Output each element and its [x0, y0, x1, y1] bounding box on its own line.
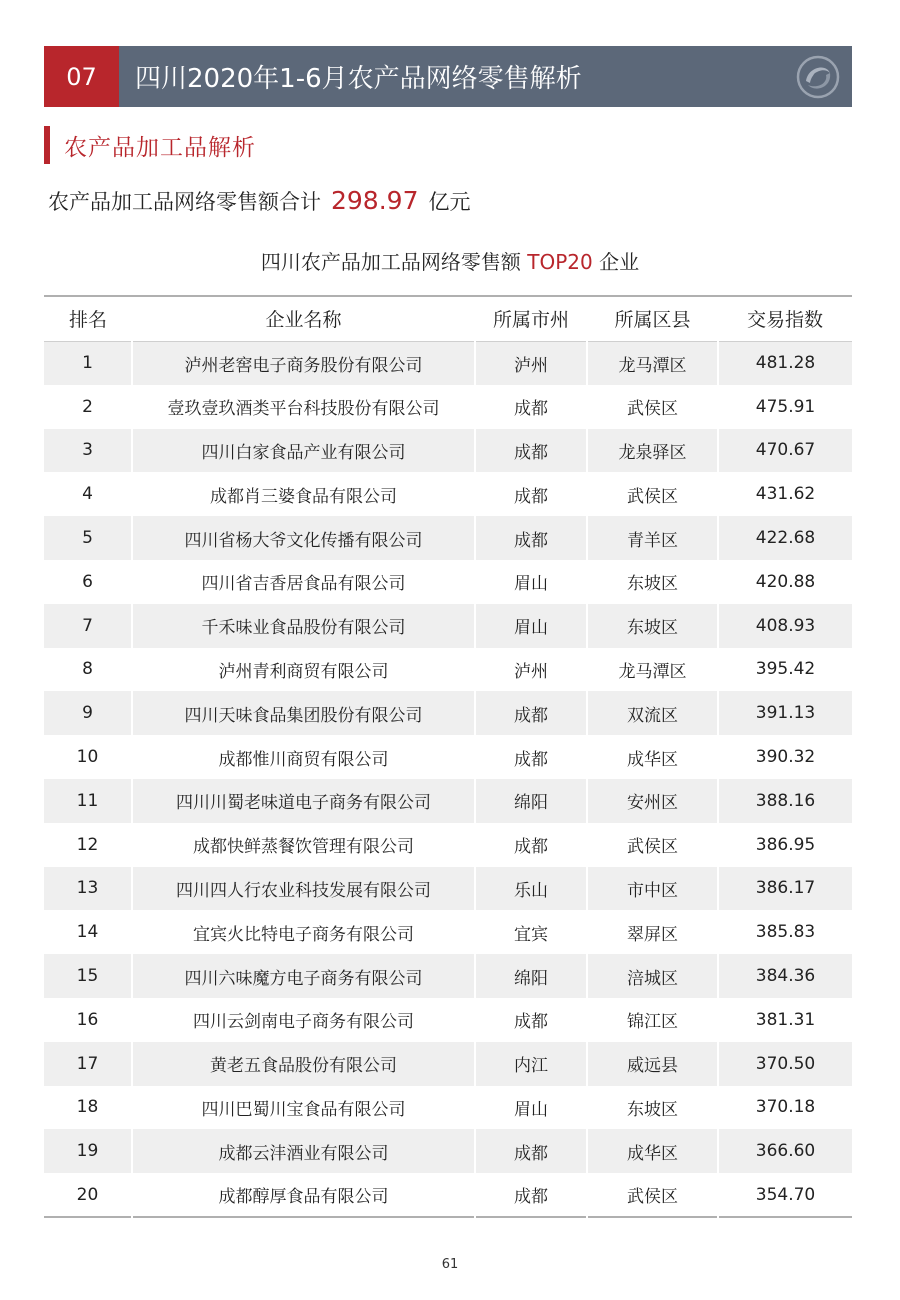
table-title-highlight: TOP20 [527, 250, 593, 274]
city-cell: 成都 [475, 735, 587, 779]
trade-index-cell: 386.95 [718, 823, 852, 867]
district-cell: 成华区 [587, 735, 718, 779]
city-cell: 成都 [475, 429, 587, 473]
district-cell: 涪城区 [587, 954, 718, 998]
city-cell: 眉山 [475, 604, 587, 648]
trade-index-cell: 386.17 [718, 867, 852, 911]
trade-index-cell: 370.50 [718, 1042, 852, 1086]
rank-cell: 14 [44, 910, 132, 954]
column-header-district: 所属区县 [587, 296, 718, 341]
table-row [44, 735, 852, 779]
table-row [44, 341, 852, 385]
rank-cell: 12 [44, 823, 132, 867]
rank-cell: 18 [44, 1086, 132, 1130]
district-cell: 龙泉驿区 [587, 429, 718, 473]
company-name-cell: 成都醇厚食品有限公司 [132, 1173, 475, 1217]
rank-cell: 17 [44, 1042, 132, 1086]
table-title [0, 246, 900, 275]
company-name-cell: 四川川蜀老味道电子商务有限公司 [132, 779, 475, 823]
city-cell: 成都 [475, 472, 587, 516]
table-row [44, 648, 852, 692]
company-name-cell: 宜宾火比特电子商务有限公司 [132, 910, 475, 954]
table-row [44, 954, 852, 998]
rank-cell: 15 [44, 954, 132, 998]
trade-index-cell: 354.70 [718, 1173, 852, 1217]
rank-cell: 13 [44, 867, 132, 911]
district-cell: 双流区 [587, 691, 718, 735]
city-cell: 内江 [475, 1042, 587, 1086]
company-name-cell: 黄老五食品股份有限公司 [132, 1042, 475, 1086]
city-cell: 成都 [475, 998, 587, 1042]
company-name-cell: 成都快鲜蒸餐饮管理有限公司 [132, 823, 475, 867]
company-name-cell: 四川天味食品集团股份有限公司 [132, 691, 475, 735]
chapter-title [119, 46, 852, 107]
trade-index-cell: 395.42 [718, 648, 852, 692]
city-cell: 绵阳 [475, 954, 587, 998]
rank-cell: 10 [44, 735, 132, 779]
rank-cell: 19 [44, 1129, 132, 1173]
page-number: 61 [441, 1257, 459, 1272]
district-cell: 东坡区 [587, 1086, 718, 1130]
city-cell: 泸州 [475, 341, 587, 385]
district-cell: 威远县 [587, 1042, 718, 1086]
city-cell: 泸州 [475, 648, 587, 692]
table-row [44, 604, 852, 648]
district-cell: 武侯区 [587, 385, 718, 429]
trade-index-cell: 388.16 [718, 779, 852, 823]
district-cell: 东坡区 [587, 604, 718, 648]
table-row [44, 867, 852, 911]
city-cell: 乐山 [475, 867, 587, 911]
section-heading [44, 126, 256, 164]
company-name-cell: 四川云剑南电子商务有限公司 [132, 998, 475, 1042]
company-name-cell: 成都肖三婆食品有限公司 [132, 472, 475, 516]
table-row [44, 1129, 852, 1173]
district-cell: 成华区 [587, 1129, 718, 1173]
trade-index-cell: 366.60 [718, 1129, 852, 1173]
company-name-cell: 四川白家食品产业有限公司 [132, 429, 475, 473]
district-cell: 锦江区 [587, 998, 718, 1042]
column-header-index: 交易指数 [718, 296, 852, 341]
trade-index-cell: 381.31 [718, 998, 852, 1042]
company-name-cell: 四川四人行农业科技发展有限公司 [132, 867, 475, 911]
trade-index-cell: 408.93 [718, 604, 852, 648]
city-cell: 成都 [475, 1129, 587, 1173]
company-name-cell: 泸州青利商贸有限公司 [132, 648, 475, 692]
table-header-row [44, 296, 852, 341]
rank-cell: 3 [44, 429, 132, 473]
column-header-company: 企业名称 [132, 296, 475, 341]
city-cell: 成都 [475, 1173, 587, 1217]
city-cell: 成都 [475, 385, 587, 429]
summary-value: 298.97 [331, 186, 419, 215]
section-title: 农产品加工品解析 [64, 134, 256, 161]
city-cell: 成都 [475, 516, 587, 560]
trade-index-cell: 370.18 [718, 1086, 852, 1130]
summary-label: 农产品加工品网络零售额合计 [48, 190, 321, 214]
table-row [44, 1042, 852, 1086]
ranking-table [44, 295, 852, 1218]
company-name-cell: 四川巴蜀川宝食品有限公司 [132, 1086, 475, 1130]
column-header-rank: 排名 [44, 296, 132, 341]
table-row [44, 1173, 852, 1217]
trade-index-cell: 390.32 [718, 735, 852, 779]
table-row [44, 998, 852, 1042]
rank-cell: 6 [44, 560, 132, 604]
city-cell: 宜宾 [475, 910, 587, 954]
company-name-cell: 壹玖壹玖酒类平台科技股份有限公司 [132, 385, 475, 429]
rank-cell: 1 [44, 341, 132, 385]
district-cell: 龙马潭区 [587, 341, 718, 385]
table-row [44, 385, 852, 429]
table-row [44, 691, 852, 735]
company-name-cell: 成都惟川商贸有限公司 [132, 735, 475, 779]
district-cell: 武侯区 [587, 1173, 718, 1217]
district-cell: 安州区 [587, 779, 718, 823]
district-cell: 翠屏区 [587, 910, 718, 954]
swirl-logo-icon [796, 55, 840, 99]
rank-cell: 5 [44, 516, 132, 560]
table-row [44, 472, 852, 516]
district-cell: 青羊区 [587, 516, 718, 560]
company-name-cell: 泸州老窖电子商务股份有限公司 [132, 341, 475, 385]
trade-index-cell: 391.13 [718, 691, 852, 735]
trade-index-cell: 470.67 [718, 429, 852, 473]
summary-line [48, 186, 470, 226]
table-title-prefix: 四川农产品加工品网络零售额 [260, 250, 521, 274]
trade-index-cell: 385.83 [718, 910, 852, 954]
rank-cell: 9 [44, 691, 132, 735]
section-accent-bar [44, 126, 50, 164]
district-cell: 武侯区 [587, 472, 718, 516]
table-row [44, 779, 852, 823]
company-name-cell: 四川省杨大爷文化传播有限公司 [132, 516, 475, 560]
chapter-title-text: 四川2020年1-6月农产品网络零售解析 [135, 64, 582, 94]
trade-index-cell: 384.36 [718, 954, 852, 998]
table-row [44, 516, 852, 560]
rank-cell: 11 [44, 779, 132, 823]
district-cell: 市中区 [587, 867, 718, 911]
rank-cell: 2 [44, 385, 132, 429]
table-title-suffix: 企业 [599, 250, 640, 274]
rank-cell: 20 [44, 1173, 132, 1217]
rank-cell: 7 [44, 604, 132, 648]
summary-unit: 亿元 [428, 190, 471, 214]
rank-cell: 8 [44, 648, 132, 692]
city-cell: 眉山 [475, 560, 587, 604]
column-header-city: 所属市州 [475, 296, 587, 341]
rank-cell: 16 [44, 998, 132, 1042]
city-cell: 成都 [475, 691, 587, 735]
company-name-cell: 四川六味魔方电子商务有限公司 [132, 954, 475, 998]
company-name-cell: 千禾味业食品股份有限公司 [132, 604, 475, 648]
chapter-number: 07 [44, 46, 119, 107]
chapter-header [44, 46, 852, 107]
trade-index-cell: 420.88 [718, 560, 852, 604]
district-cell: 东坡区 [587, 560, 718, 604]
city-cell: 绵阳 [475, 779, 587, 823]
table-row [44, 1086, 852, 1130]
city-cell: 成都 [475, 823, 587, 867]
district-cell: 武侯区 [587, 823, 718, 867]
table-row [44, 429, 852, 473]
table-row [44, 560, 852, 604]
table-body [44, 341, 852, 1217]
trade-index-cell: 475.91 [718, 385, 852, 429]
rank-cell: 4 [44, 472, 132, 516]
city-cell: 眉山 [475, 1086, 587, 1130]
company-name-cell: 成都云沣酒业有限公司 [132, 1129, 475, 1173]
company-name-cell: 四川省吉香居食品有限公司 [132, 560, 475, 604]
table-row [44, 910, 852, 954]
trade-index-cell: 481.28 [718, 341, 852, 385]
table-row [44, 823, 852, 867]
trade-index-cell: 431.62 [718, 472, 852, 516]
district-cell: 龙马潭区 [587, 648, 718, 692]
trade-index-cell: 422.68 [718, 516, 852, 560]
